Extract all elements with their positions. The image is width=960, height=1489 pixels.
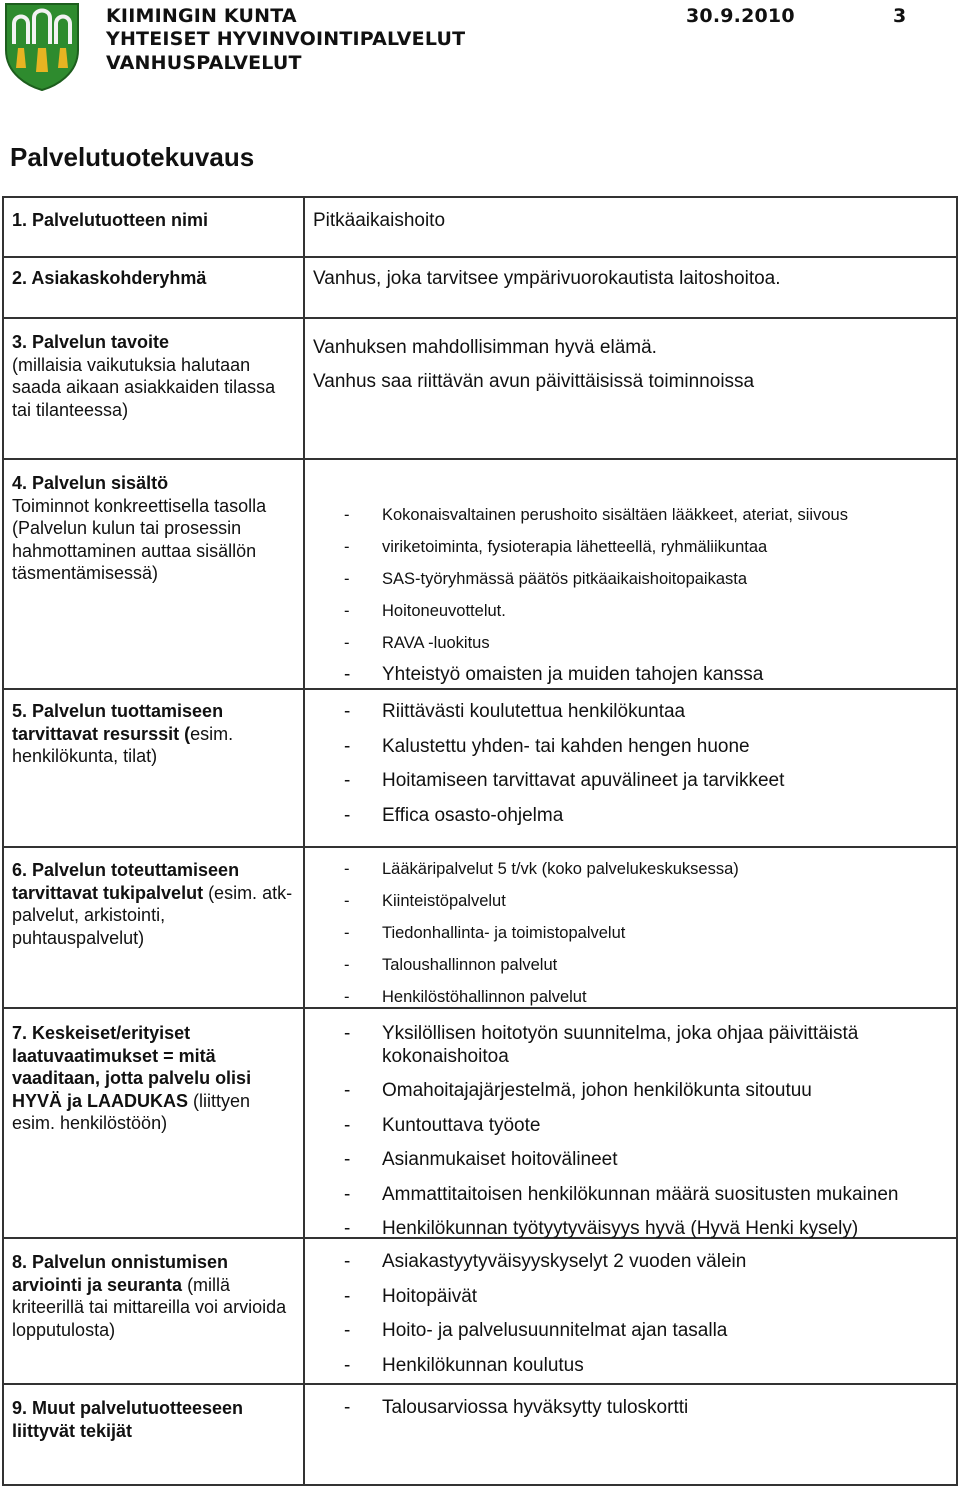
list-item: - RAVA -luokitus	[344, 633, 954, 654]
list-item: - Kuntouttava työote	[344, 1115, 954, 1138]
row4-list	[344, 505, 954, 685]
list-item: - Kalustettu yhden- tai kahden hengen huone	[344, 736, 954, 759]
row-divider	[4, 688, 956, 690]
list-item: - Hoitamiseen tarvittavat apuvälineet ja tarvikkeet	[344, 770, 954, 793]
list-item: - Asiakastyytyväisyyskyselyt 2 vuoden välein	[344, 1251, 954, 1274]
list-item: - Talousarviossa hyväksytty tuloskortti	[344, 1397, 954, 1420]
row4-label: 4. Palvelun sisältö Toiminnot konkreettisella tasolla (Palvelun kulun tai prosessin hahmottaminen auttaa sisällön täsmentämisessä)	[12, 473, 267, 583]
list-item: - viriketoiminta, fysioterapia lähetteellä, ryhmäliikuntaa	[344, 537, 954, 558]
header-page-number: 3	[893, 5, 907, 27]
list-item: - Lääkäripalvelut 5 t/vk (koko palvelukeskuksessa)	[344, 859, 954, 880]
row7-list	[344, 1023, 954, 1241]
row5-list	[344, 701, 954, 827]
list-item: - Kiinteistöpalvelut	[344, 891, 954, 912]
list-item: - Henkilöstöhallinnon palvelut	[344, 987, 954, 1008]
row8-list	[344, 1251, 954, 1377]
row-divider	[4, 1383, 956, 1385]
row7-label: 7. Keskeiset/erityiset laatuvaatimukset = mitä vaaditaan, jotta palvelu olisi HYVÄ ja LAADUKAS (liittyen esim. henkilöstöön)	[12, 1023, 252, 1133]
row9-label: 9. Muut palvelutuotteeseen liittyvät tekijät	[12, 1398, 244, 1441]
row2-value: Vanhus, joka tarvitsee ympärivuorokautista laitoshoitoa.	[313, 268, 781, 289]
row9-list	[344, 1397, 954, 1420]
list-item: - Yhteistyö omaisten ja muiden tahojen kanssa	[344, 664, 954, 685]
row2-label: 2. Asiakaskohderyhmä	[12, 268, 207, 288]
list-item: - Omahoitajajärjestelmä, johon henkilökunta sitoutuu	[344, 1080, 954, 1103]
row3-value-line: Vanhuksen mahdollisimman hyvä elämä.	[313, 337, 657, 358]
row6-list	[344, 859, 954, 1008]
list-item: - Hoito- ja palvelusuunnitelmat ajan tasalla	[344, 1320, 954, 1343]
row3-values	[313, 331, 754, 399]
list-item: - SAS-työryhmässä päätös pitkäaikaishoitopaikasta	[344, 569, 954, 590]
list-item: - Effica osasto-ohjelma	[344, 805, 954, 828]
list-item: - Taloushallinnon palvelut	[344, 955, 954, 976]
service-description-table	[2, 196, 958, 1486]
header-unit: VANHUSPALVELUT	[106, 52, 302, 74]
header-org: KIIMINGIN KUNTA	[106, 5, 297, 27]
row3-value-line: Vanhus saa riittävän avun päivittäisissä toiminnoissa	[313, 371, 755, 392]
row-divider	[4, 458, 956, 460]
list-item: - Tiedonhallinta- ja toimistopalvelut	[344, 923, 954, 944]
list-item: - Henkilökunnan työtyytyväisyys hyvä (Hyvä Henki kysely)	[344, 1218, 954, 1241]
list-item: - Ammattitaitoisen henkilökunnan määrä suositusten mukainen	[344, 1184, 954, 1207]
list-item: - Hoitopäivät	[344, 1286, 954, 1309]
row-divider	[4, 846, 956, 848]
document-title: Palvelutuotekuvaus	[10, 142, 255, 172]
row-divider	[4, 317, 956, 319]
row1-label: 1. Palvelutuotteen nimi	[12, 210, 209, 230]
list-item: - Kokonaisvaltainen perushoito sisältäen lääkkeet, ateriat, siivous	[344, 505, 954, 526]
list-item: - Asianmukaiset hoitovälineet	[344, 1149, 954, 1172]
municipal-crest-logo	[4, 2, 80, 92]
list-item: - Henkilökunnan koulutus	[344, 1355, 954, 1378]
column-divider	[303, 198, 305, 1484]
list-item: - Riittävästi koulutettua henkilökuntaa	[344, 701, 954, 724]
list-item: - Hoitoneuvottelut.	[344, 601, 954, 622]
row3-label: 3. Palvelun tavoite (millaisia vaikutuksia halutaan saada aikaan asiakkaiden tilassa tai tilanteessa)	[12, 332, 276, 420]
row8-label: 8. Palvelun onnistumisen arviointi ja seuranta (millä kriteerillä tai mittareilla voi arvioida lopputulosta)	[12, 1252, 287, 1340]
list-item: - Yksilöllisen hoitotyön suunnitelma, joka ohjaa päivittäistä kokonaishoitoa	[344, 1023, 954, 1068]
row5-label: 5. Palvelun tuottamiseen tarvittavat resurssit (esim. henkilökunta, tilat)	[12, 701, 234, 766]
header-date: 30.9.2010	[686, 5, 795, 27]
header-dept: YHTEISET HYVINVOINTIPALVELUT	[106, 28, 466, 50]
row-divider	[4, 256, 956, 258]
row6-label: 6. Palvelun toteuttamiseen tarvittavat tukipalvelut (esim. atk-palvelut, arkistointi, puhtauspalvelut)	[12, 860, 293, 948]
row1-value: Pitkäaikaishoito	[313, 210, 446, 231]
